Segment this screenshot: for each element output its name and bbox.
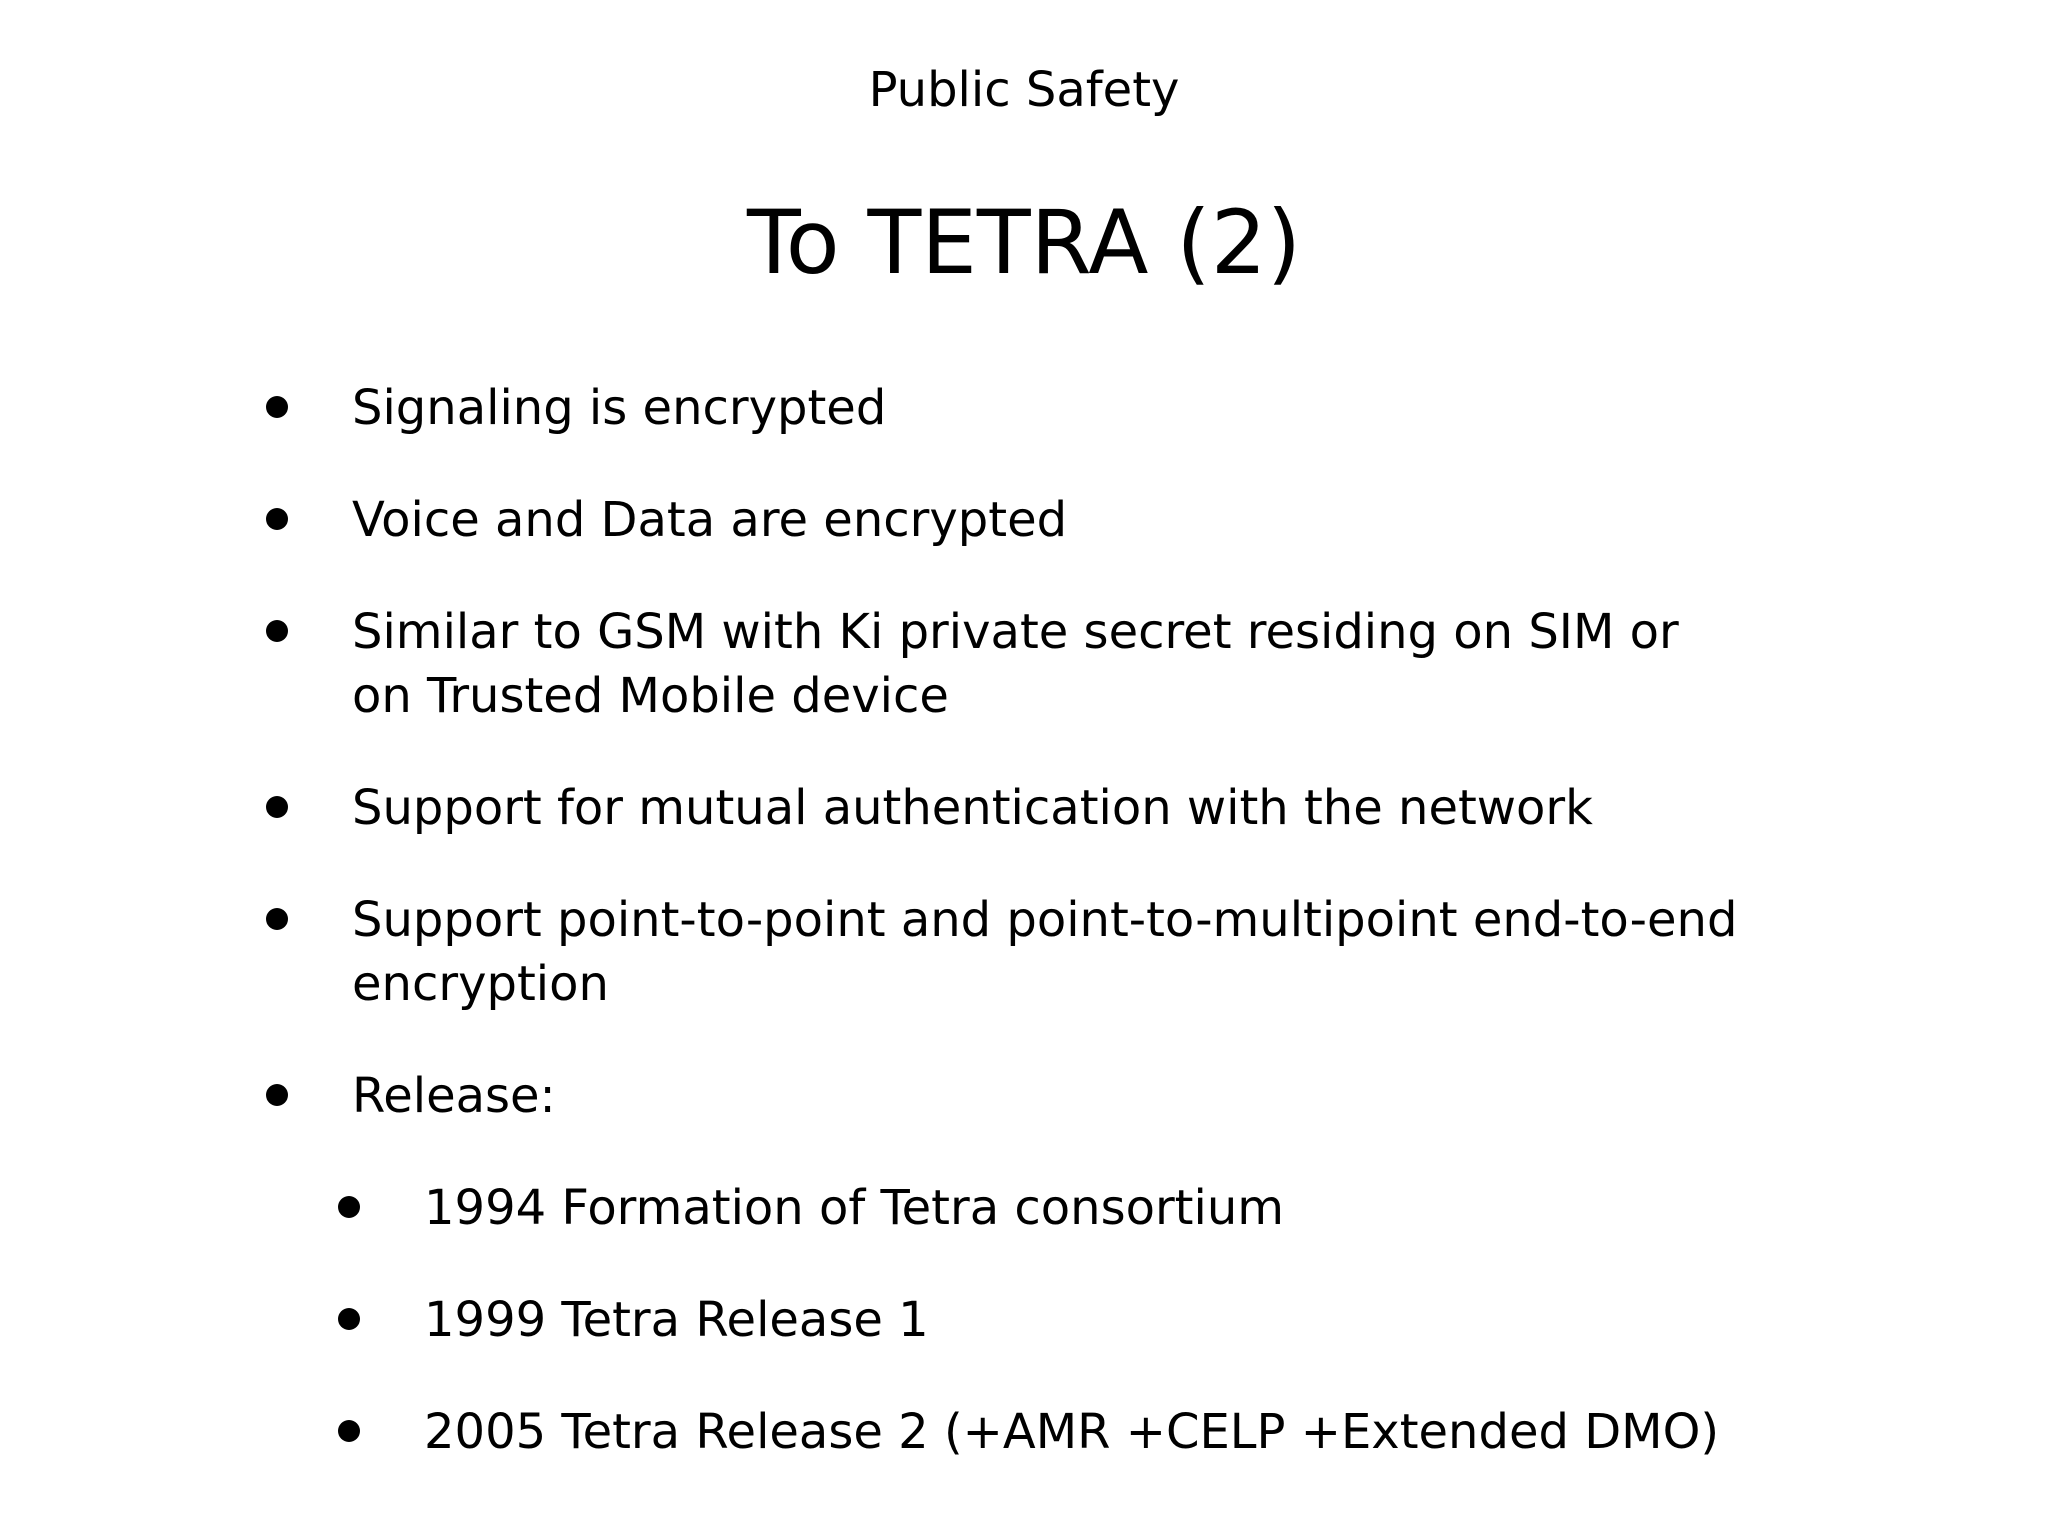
bullet-dot-icon — [266, 1084, 288, 1106]
bullet-text: Similar to GSM with Ki private secret residing on SIM or on Trusted Mobile device — [352, 604, 1679, 724]
bullet-dot-icon — [338, 1196, 360, 1218]
bullet-text: Support point-to-point and point-to-multipoint end-to-end encryption — [352, 892, 1738, 1012]
bullet-dot-icon — [266, 620, 288, 642]
sub-bullet-text: 1994 Formation of Tetra consortium — [424, 1180, 1285, 1236]
bullet-text: Support for mutual authentication with the network — [352, 780, 1593, 836]
bullet-text: Voice and Data are encrypted — [352, 492, 1068, 548]
sub-bullet-text: 1999 Tetra Release 1 — [424, 1292, 929, 1348]
bullet-text: Signaling is encrypted — [352, 380, 887, 436]
bullet-dot-icon — [338, 1308, 360, 1330]
slide-subheading: Public Safety — [868, 62, 1180, 118]
slide-title: To TETRA (2) — [746, 191, 1302, 294]
bullet-dot-icon — [266, 396, 288, 418]
bullet-dot-icon — [338, 1420, 360, 1442]
bullet-text: Release: — [352, 1068, 556, 1124]
sub-bullet-text: 2005 Tetra Release 2 (+AMR +CELP +Extended DMO) — [424, 1404, 1720, 1460]
bullet-dot-icon — [266, 508, 288, 530]
bullet-dot-icon — [266, 796, 288, 818]
bullet-dot-icon — [266, 908, 288, 930]
